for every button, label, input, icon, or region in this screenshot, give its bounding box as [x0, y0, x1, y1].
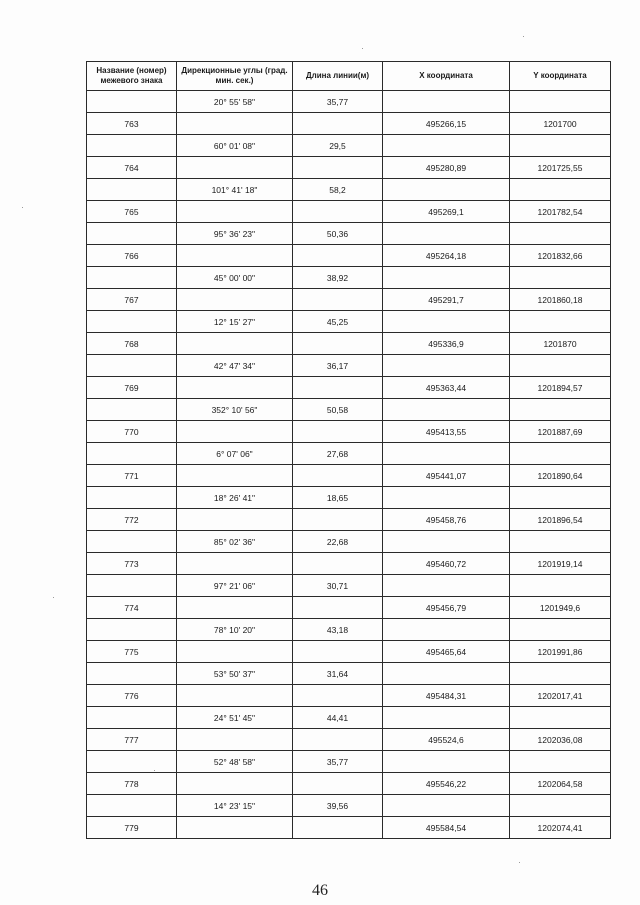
- cell-x: [383, 795, 510, 817]
- cell-angle: [177, 773, 293, 795]
- cell-y: 1201887,69: [510, 421, 611, 443]
- cell-angle: 53° 50' 37": [177, 663, 293, 685]
- cell-angle: 352° 10' 56": [177, 399, 293, 421]
- header-name: Название (номер) межевого знака: [87, 62, 177, 91]
- cell-x: [383, 619, 510, 641]
- scan-speck: [362, 48, 363, 49]
- cell-name: [87, 267, 177, 289]
- cell-x: [383, 267, 510, 289]
- cell-angle: [177, 201, 293, 223]
- cell-y: [510, 619, 611, 641]
- cell-name: [87, 355, 177, 377]
- cell-x: [383, 707, 510, 729]
- cell-y: 1202064,58: [510, 773, 611, 795]
- cell-y: [510, 267, 611, 289]
- cell-length: 43,18: [293, 619, 383, 641]
- cell-angle: 14° 23' 15": [177, 795, 293, 817]
- scan-speck: [22, 207, 23, 208]
- cell-y: [510, 91, 611, 113]
- table-row: [87, 91, 611, 113]
- cell-name: [87, 707, 177, 729]
- cell-name: 774: [87, 597, 177, 619]
- table-row: [87, 553, 611, 575]
- cell-y: 1201860,18: [510, 289, 611, 311]
- cell-x: [383, 135, 510, 157]
- cell-y: 1202074,41: [510, 817, 611, 839]
- cell-length: 50,58: [293, 399, 383, 421]
- table-row: [87, 399, 611, 421]
- cell-angle: 18° 26' 41": [177, 487, 293, 509]
- table-row: [87, 773, 611, 795]
- table-row: [87, 597, 611, 619]
- table-row: [87, 795, 611, 817]
- cell-y: 1201890,64: [510, 465, 611, 487]
- cell-length: 29,5: [293, 135, 383, 157]
- table-row: [87, 377, 611, 399]
- cell-angle: [177, 465, 293, 487]
- cell-y: 1201782,54: [510, 201, 611, 223]
- boundary-coordinates-table: [86, 61, 611, 839]
- cell-name: [87, 223, 177, 245]
- cell-x: [383, 223, 510, 245]
- cell-angle: 101° 41' 18": [177, 179, 293, 201]
- table-row: [87, 619, 611, 641]
- cell-x: 495269,1: [383, 201, 510, 223]
- cell-name: 777: [87, 729, 177, 751]
- cell-angle: [177, 597, 293, 619]
- cell-length: 35,77: [293, 91, 383, 113]
- cell-x: 495413,55: [383, 421, 510, 443]
- cell-name: [87, 443, 177, 465]
- cell-x: [383, 487, 510, 509]
- cell-y: 1202017,41: [510, 685, 611, 707]
- table-row: [87, 201, 611, 223]
- cell-y: [510, 179, 611, 201]
- cell-x: [383, 311, 510, 333]
- cell-name: 765: [87, 201, 177, 223]
- cell-length: 44,41: [293, 707, 383, 729]
- cell-name: [87, 399, 177, 421]
- cell-length: [293, 465, 383, 487]
- table-body: [87, 91, 611, 839]
- cell-angle: 6° 07' 06": [177, 443, 293, 465]
- cell-angle: 12° 15' 27": [177, 311, 293, 333]
- cell-name: 776: [87, 685, 177, 707]
- cell-x: 495484,31: [383, 685, 510, 707]
- cell-x: 495266,15: [383, 113, 510, 135]
- cell-length: 38,92: [293, 267, 383, 289]
- cell-angle: 97° 21' 06": [177, 575, 293, 597]
- cell-x: 495456,79: [383, 597, 510, 619]
- cell-y: [510, 135, 611, 157]
- cell-angle: [177, 685, 293, 707]
- cell-angle: [177, 289, 293, 311]
- cell-y: [510, 751, 611, 773]
- cell-y: 1201949,6: [510, 597, 611, 619]
- cell-length: 45,25: [293, 311, 383, 333]
- scan-speck: [154, 770, 155, 771]
- cell-length: [293, 641, 383, 663]
- cell-length: 31,64: [293, 663, 383, 685]
- cell-name: [87, 619, 177, 641]
- cell-length: [293, 773, 383, 795]
- cell-y: [510, 443, 611, 465]
- table-row: [87, 531, 611, 553]
- cell-name: 773: [87, 553, 177, 575]
- cell-x: [383, 179, 510, 201]
- cell-x: 495460,72: [383, 553, 510, 575]
- table-row: [87, 729, 611, 751]
- cell-length: [293, 509, 383, 531]
- table-row: [87, 157, 611, 179]
- cell-length: [293, 245, 383, 267]
- cell-x: 495546,22: [383, 773, 510, 795]
- cell-angle: [177, 421, 293, 443]
- cell-angle: 60° 01' 08": [177, 135, 293, 157]
- cell-y: 1201896,54: [510, 509, 611, 531]
- cell-length: 50,36: [293, 223, 383, 245]
- cell-x: [383, 751, 510, 773]
- cell-length: [293, 377, 383, 399]
- cell-y: [510, 531, 611, 553]
- cell-length: [293, 553, 383, 575]
- cell-x: [383, 531, 510, 553]
- table-row: [87, 355, 611, 377]
- table-row: [87, 663, 611, 685]
- table-header-row: [87, 62, 611, 91]
- cell-name: 775: [87, 641, 177, 663]
- cell-y: [510, 311, 611, 333]
- cell-x: 495465,64: [383, 641, 510, 663]
- cell-y: 1201991,86: [510, 641, 611, 663]
- cell-name: 778: [87, 773, 177, 795]
- cell-y: [510, 707, 611, 729]
- cell-angle: 78° 10' 20": [177, 619, 293, 641]
- cell-y: 1201894,57: [510, 377, 611, 399]
- cell-length: 36,17: [293, 355, 383, 377]
- cell-length: [293, 333, 383, 355]
- table-row: [87, 575, 611, 597]
- cell-length: [293, 597, 383, 619]
- cell-x: 495264,18: [383, 245, 510, 267]
- cell-y: 1201919,14: [510, 553, 611, 575]
- table-row: [87, 421, 611, 443]
- cell-x: [383, 399, 510, 421]
- cell-angle: [177, 245, 293, 267]
- cell-x: [383, 443, 510, 465]
- cell-name: 770: [87, 421, 177, 443]
- header-length: Длина линии(м): [293, 62, 383, 91]
- cell-y: 1202036,08: [510, 729, 611, 751]
- cell-angle: [177, 377, 293, 399]
- header-y: Y координата: [510, 62, 611, 91]
- table-row: [87, 817, 611, 839]
- cell-x: [383, 355, 510, 377]
- cell-x: 495336,9: [383, 333, 510, 355]
- cell-length: [293, 113, 383, 135]
- table-row: [87, 289, 611, 311]
- cell-angle: 42° 47' 34": [177, 355, 293, 377]
- cell-angle: [177, 641, 293, 663]
- scan-speck: [523, 36, 524, 37]
- cell-y: [510, 223, 611, 245]
- table-row: [87, 641, 611, 663]
- cell-name: 772: [87, 509, 177, 531]
- cell-angle: [177, 509, 293, 531]
- page-number: 46: [312, 882, 328, 899]
- cell-name: [87, 575, 177, 597]
- cell-angle: 85° 02' 36": [177, 531, 293, 553]
- scan-speck: [53, 597, 54, 598]
- cell-y: 1201832,66: [510, 245, 611, 267]
- cell-length: 58,2: [293, 179, 383, 201]
- table-row: [87, 333, 611, 355]
- cell-name: 766: [87, 245, 177, 267]
- cell-x: 495441,07: [383, 465, 510, 487]
- table-row: [87, 179, 611, 201]
- cell-name: [87, 751, 177, 773]
- table-row: [87, 751, 611, 773]
- cell-y: 1201870: [510, 333, 611, 355]
- cell-x: 495458,76: [383, 509, 510, 531]
- cell-y: [510, 795, 611, 817]
- cell-x: 495524,6: [383, 729, 510, 751]
- cell-name: [87, 311, 177, 333]
- cell-angle: [177, 729, 293, 751]
- cell-length: 18,65: [293, 487, 383, 509]
- cell-x: 495584,54: [383, 817, 510, 839]
- table-row: [87, 685, 611, 707]
- cell-name: 764: [87, 157, 177, 179]
- cell-name: 768: [87, 333, 177, 355]
- cell-angle: 52° 48' 58": [177, 751, 293, 773]
- cell-y: [510, 487, 611, 509]
- cell-length: [293, 289, 383, 311]
- cell-y: 1201725,55: [510, 157, 611, 179]
- table-row: [87, 487, 611, 509]
- table-row: [87, 245, 611, 267]
- cell-length: [293, 157, 383, 179]
- cell-length: 27,68: [293, 443, 383, 465]
- cell-length: [293, 685, 383, 707]
- cell-name: 763: [87, 113, 177, 135]
- cell-name: [87, 487, 177, 509]
- cell-length: 39,56: [293, 795, 383, 817]
- cell-name: 767: [87, 289, 177, 311]
- table-row: [87, 267, 611, 289]
- cell-y: [510, 663, 611, 685]
- cell-x: [383, 91, 510, 113]
- cell-angle: 45° 00' 00": [177, 267, 293, 289]
- cell-angle: [177, 113, 293, 135]
- cell-name: [87, 795, 177, 817]
- table-row: [87, 509, 611, 531]
- cell-angle: 20° 55' 58": [177, 91, 293, 113]
- cell-name: [87, 179, 177, 201]
- cell-length: 30,71: [293, 575, 383, 597]
- table-row: [87, 443, 611, 465]
- cell-length: 22,68: [293, 531, 383, 553]
- table-row: [87, 465, 611, 487]
- cell-name: [87, 135, 177, 157]
- cell-y: [510, 355, 611, 377]
- cell-y: 1201700: [510, 113, 611, 135]
- header-x: X координата: [383, 62, 510, 91]
- cell-name: 779: [87, 817, 177, 839]
- cell-length: [293, 421, 383, 443]
- cell-name: [87, 91, 177, 113]
- scan-speck: [519, 862, 520, 863]
- cell-x: [383, 663, 510, 685]
- cell-angle: 95° 36' 23": [177, 223, 293, 245]
- cell-x: 495291,7: [383, 289, 510, 311]
- cell-y: [510, 575, 611, 597]
- cell-x: [383, 575, 510, 597]
- table-row: [87, 113, 611, 135]
- cell-name: [87, 531, 177, 553]
- cell-x: 495280,89: [383, 157, 510, 179]
- header-angle: Дирекционные углы (град. мин. сек.): [177, 62, 293, 91]
- cell-angle: [177, 333, 293, 355]
- cell-y: [510, 399, 611, 421]
- cell-name: [87, 663, 177, 685]
- table-row: [87, 223, 611, 245]
- table-row: [87, 135, 611, 157]
- cell-length: [293, 729, 383, 751]
- cell-angle: [177, 553, 293, 575]
- cell-length: 35,77: [293, 751, 383, 773]
- cell-length: [293, 201, 383, 223]
- cell-x: 495363,44: [383, 377, 510, 399]
- cell-angle: 24° 51' 45": [177, 707, 293, 729]
- cell-name: 771: [87, 465, 177, 487]
- cell-angle: [177, 817, 293, 839]
- table-row: [87, 707, 611, 729]
- cell-name: 769: [87, 377, 177, 399]
- cell-length: [293, 817, 383, 839]
- table-row: [87, 311, 611, 333]
- cell-angle: [177, 157, 293, 179]
